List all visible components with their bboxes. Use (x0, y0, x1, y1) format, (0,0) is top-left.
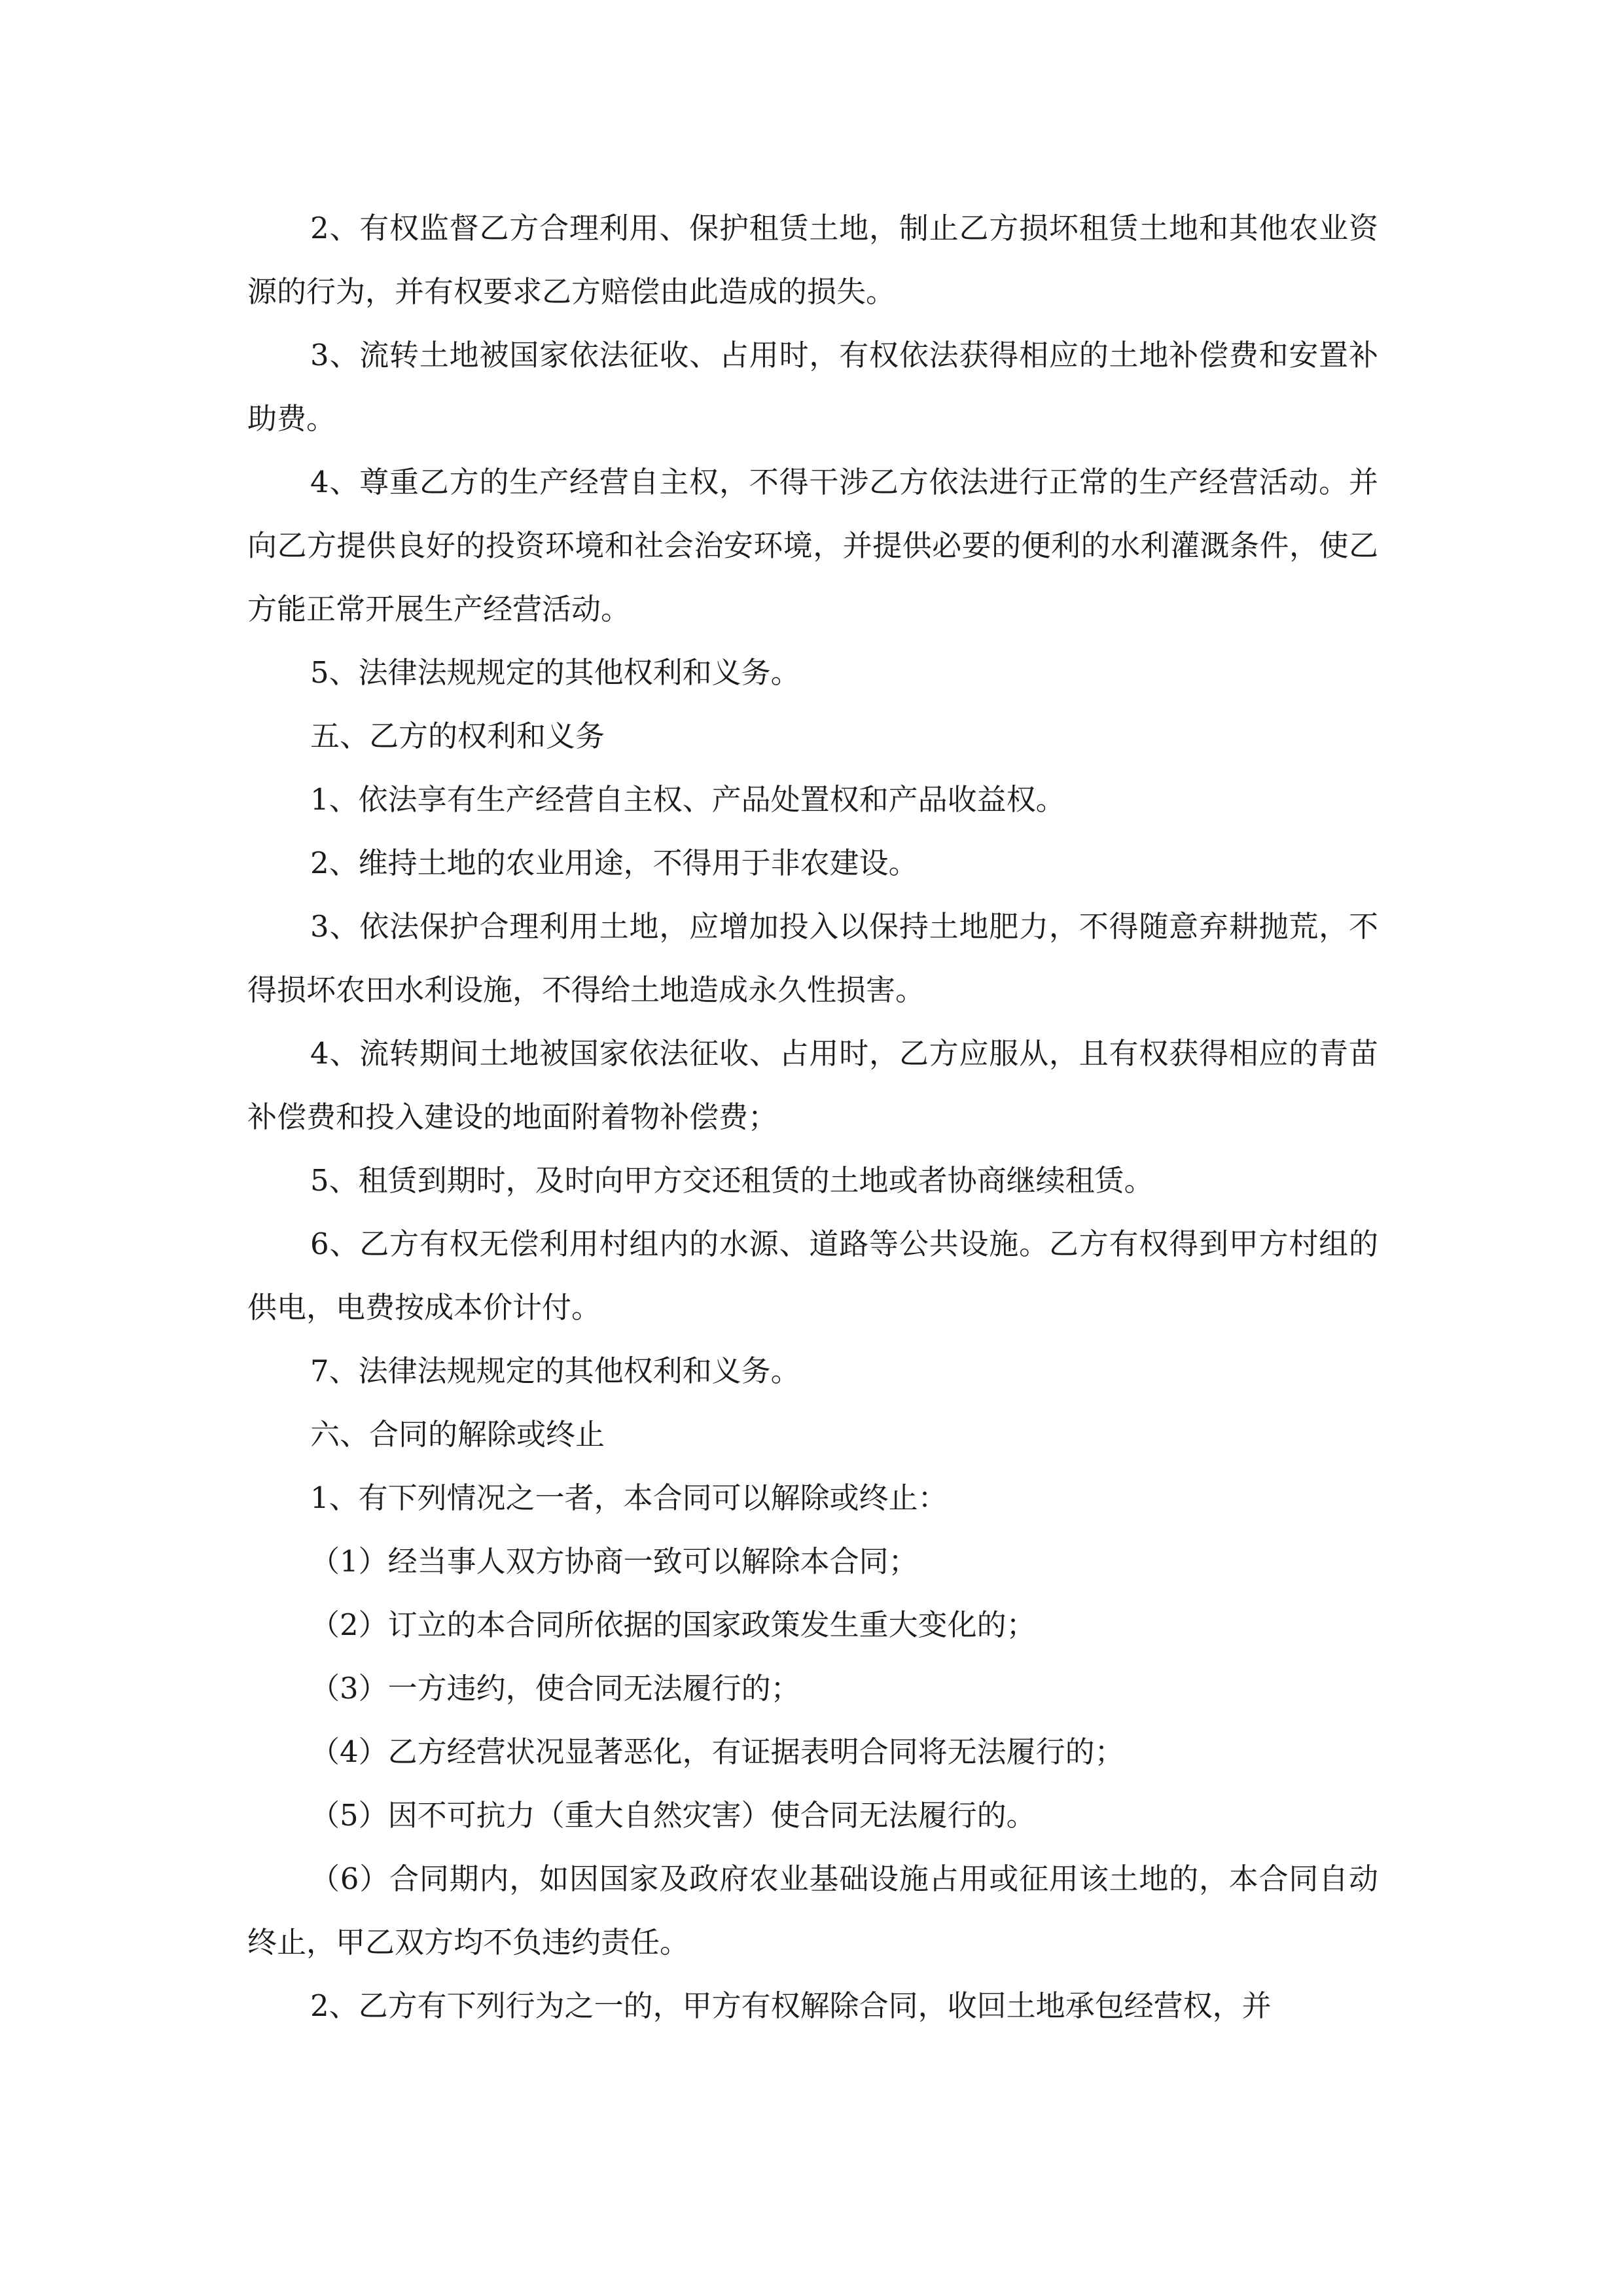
paragraph: 3、流转土地被国家依法征收、占用时，有权依法获得相应的土地补偿费和安置补助费。 (247, 338, 1378, 436)
paragraph: 4、尊重乙方的生产经营自主权，不得干涉乙方依法进行正常的生产经营活动。并向乙方提供良好的投资环境和社会治安环境，并提供必要的便利的水利灌溉条件，使乙方能正常开展生产经营活动。 (247, 465, 1378, 626)
list-item: （1）经当事人双方协商一致可以解除本合同； (310, 1544, 918, 1579)
paragraph: 4、流转期间土地被国家依法征收、占用时，乙方应服从，且有权获得相应的青苗补偿费和投入建设的地面附着物补偿费； (247, 1036, 1378, 1134)
paragraph: 1、有下列情况之一者，本合同可以解除或终止： (310, 1480, 948, 1515)
list-item: （2）订立的本合同所依据的国家政策发生重大变化的； (310, 1607, 1036, 1642)
list-item: （6）合同期内，如因国家及政府农业基础设施占用或征用该土地的，本合同自动终止，甲乙双方均不负违约责任。 (247, 1861, 1378, 1960)
paragraph: 1、依法享有生产经营自主权、产品处置权和产品收益权。 (310, 782, 1065, 817)
paragraph: 2、维持土地的农业用途，不得用于非农建设。 (310, 846, 918, 880)
list-item: （4）乙方经营状况显著恶化，有证据表明合同将无法履行的； (310, 1734, 1124, 1769)
section-heading: 五、乙方的权利和义务 (310, 719, 605, 753)
list-item: （3）一方违约，使合同无法履行的； (310, 1671, 800, 1706)
document-body (247, 196, 1378, 2037)
paragraph: 3、依法保护合理利用土地，应增加投入以保持土地肥力，不得随意弃耕抛荒，不得损坏农田水利设施，不得给土地造成永久性损害。 (247, 909, 1378, 1007)
paragraph: 5、法律法规规定的其他权利和义务。 (310, 655, 800, 690)
section-heading: 六、合同的解除或终止 (310, 1417, 605, 1452)
paragraph: 2、有权监督乙方合理利用、保护租赁土地，制止乙方损坏租赁土地和其他农业资源的行为，并有权要求乙方赔偿由此造成的损失。 (247, 211, 1378, 309)
list-item: （5）因不可抗力（重大自然灾害）使合同无法履行的。 (310, 1798, 1036, 1833)
paragraph: 6、乙方有权无偿利用村组内的水源、道路等公共设施。乙方有权得到甲方村组的供电，电费按成本价计付。 (247, 1227, 1378, 1325)
paragraph: 2、乙方有下列行为之一的，甲方有权解除合同，收回土地承包经营权，并 (310, 1988, 1272, 2023)
paragraph: 7、法律法规规定的其他权利和义务。 (310, 1354, 800, 1388)
paragraph: 5、租赁到期时，及时向甲方交还租赁的土地或者协商继续租赁。 (310, 1163, 1154, 1198)
